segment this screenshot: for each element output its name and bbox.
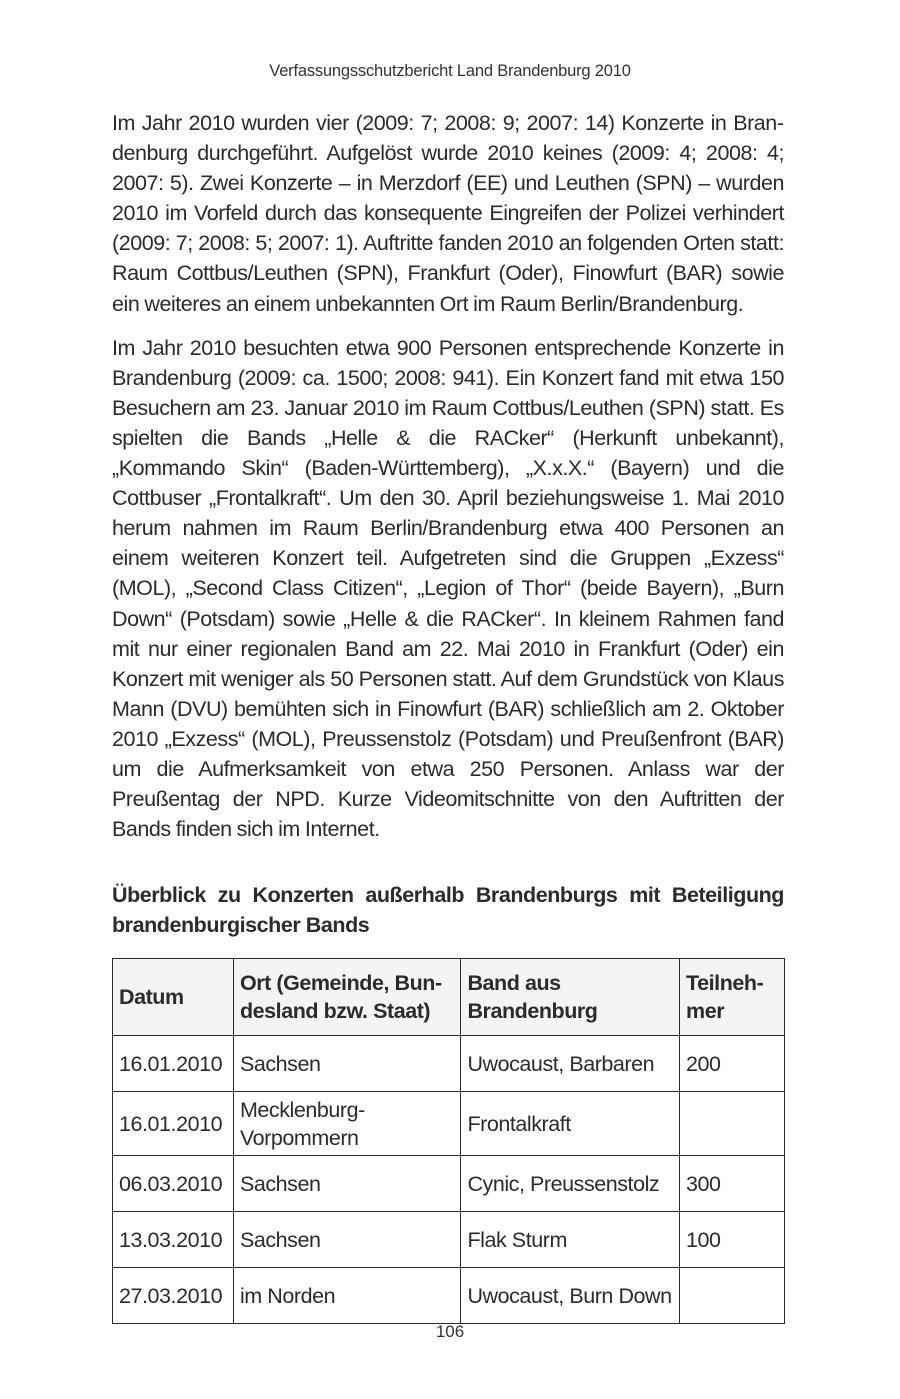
table-row	[113, 1092, 785, 1156]
column-header-datum: Datum	[113, 959, 234, 1036]
column-header-teilnehmer: Teilnehmer	[680, 959, 785, 1036]
cell-band: Flak Sturm	[461, 1212, 680, 1268]
cell-teilnehmer: 300	[680, 1156, 785, 1212]
cell-datum: 13.03.2010	[113, 1212, 234, 1268]
cell-datum: 16.01.2010	[113, 1036, 234, 1092]
table-row	[113, 1212, 785, 1268]
body-paragraph: Im Jahr 2010 wurden vier (2009: 7; 2008: 9; 2007: 14) Konzerte in Brandenburg durchgeführt. Aufgelöst wurde 2010 keines (2009: 4; 2008: 4; 2007: 5). Zwei Konzerte – in Merzdorf (EE) und Leuthen (SPN) – wurden 2010 im Vorfeld durch das konsequente Eingreifen der Polizei verhindert (2009: 7; 2008: 5; 2007: 1). Auftritte fanden 2010 an folgenden Orten statt: Raum Cottbus/Leuthen (SPN), Frankfurt (Oder), Finowfurt (BAR) sowie ein weiteres an einem unbekannten Ort im Raum Berlin/Brandenburg.	[112, 111, 784, 316]
concert-table	[112, 958, 785, 1324]
table-row	[113, 1036, 785, 1092]
cell-teilnehmer: 100	[680, 1212, 785, 1268]
cell-ort: Mecklenburg-Vorpommern	[233, 1092, 461, 1156]
cell-band: Cynic, Preussenstolz	[461, 1156, 680, 1212]
page-content	[112, 108, 784, 1324]
cell-band: Frontalkraft	[461, 1092, 680, 1156]
table-row	[113, 1156, 785, 1212]
body-paragraph: Im Jahr 2010 besuchten etwa 900 Personen entsprechende Konzerte in Brandenburg (2009: ca. 1500; 2008: 941). Ein Konzert fand mit etwa 150 Besuchern am 23. Januar 2010 im Raum Cottbus/Leuthen (SPN) statt. Es spielten die Bands „Helle & die RACker“ (Herkunft unbekannt), „Kommando Skin“ (Baden-Württemberg), „X.x.X.“ (Bayern) und die Cottbuser „Frontalkraft“. Um den 30. April beziehungsweise 1. Mai 2010 herum nahmen im Raum Berlin/Brandenburg etwa 400 Personen an einem weiteren Konzert teil. Aufgetreten sind die Gruppen „Exzess“ (MOL), „Second Class Citizen“, „Legion of Thor“ (beide Bayern), „Burn Down“ (Potsdam) sowie „Helle & die RACker“. In kleinem Rahmen fand mit nur einer regionalen Band am 22. Mai 2010 in Frankfurt (Oder) ein Konzert mit weniger als 50 Personen statt. Auf dem Grundstück von Klaus Mann (DVU) bemühten sich in Finowfurt (BAR) schließlich am 2. Oktober 2010 „Exzess“ (MOL), Preussenstolz (Potsdam) und Preußenfront (BAR) um die Aufmerksamkeit von etwa 250 Personen. Anlass war der Preußentag der NPD. Kurze Videomitschnitte von den Auftritten der Bands finden sich im Internet.	[112, 335, 784, 842]
running-header: Verfassungsschutzbericht Land Brandenburg 2010	[269, 62, 631, 80]
cell-ort: Sachsen	[233, 1156, 461, 1212]
cell-teilnehmer	[680, 1092, 785, 1156]
cell-datum: 06.03.2010	[113, 1156, 234, 1212]
cell-datum: 16.01.2010	[113, 1092, 234, 1156]
table-row	[113, 1268, 785, 1324]
column-header-band: Band aus Brandenburg	[461, 959, 680, 1036]
column-header-ort: Ort (Gemeinde, Bundesland bzw. Staat)	[233, 959, 461, 1036]
section-heading: Überblick zu Konzerten außerhalb Brandenburgs mit Beteiligung brandenburgischer Bands	[112, 883, 784, 938]
cell-band: Uwocaust, Barbaren	[461, 1036, 680, 1092]
cell-datum: 27.03.2010	[113, 1268, 234, 1324]
cell-ort: im Norden	[233, 1268, 461, 1324]
cell-ort: Sachsen	[233, 1212, 461, 1268]
cell-ort: Sachsen	[233, 1036, 461, 1092]
cell-band: Uwocaust, Burn Down	[461, 1268, 680, 1324]
page-number: 106	[435, 1322, 465, 1341]
table-header-row	[113, 959, 785, 1036]
cell-teilnehmer	[680, 1268, 785, 1324]
cell-teilnehmer: 200	[680, 1036, 785, 1092]
